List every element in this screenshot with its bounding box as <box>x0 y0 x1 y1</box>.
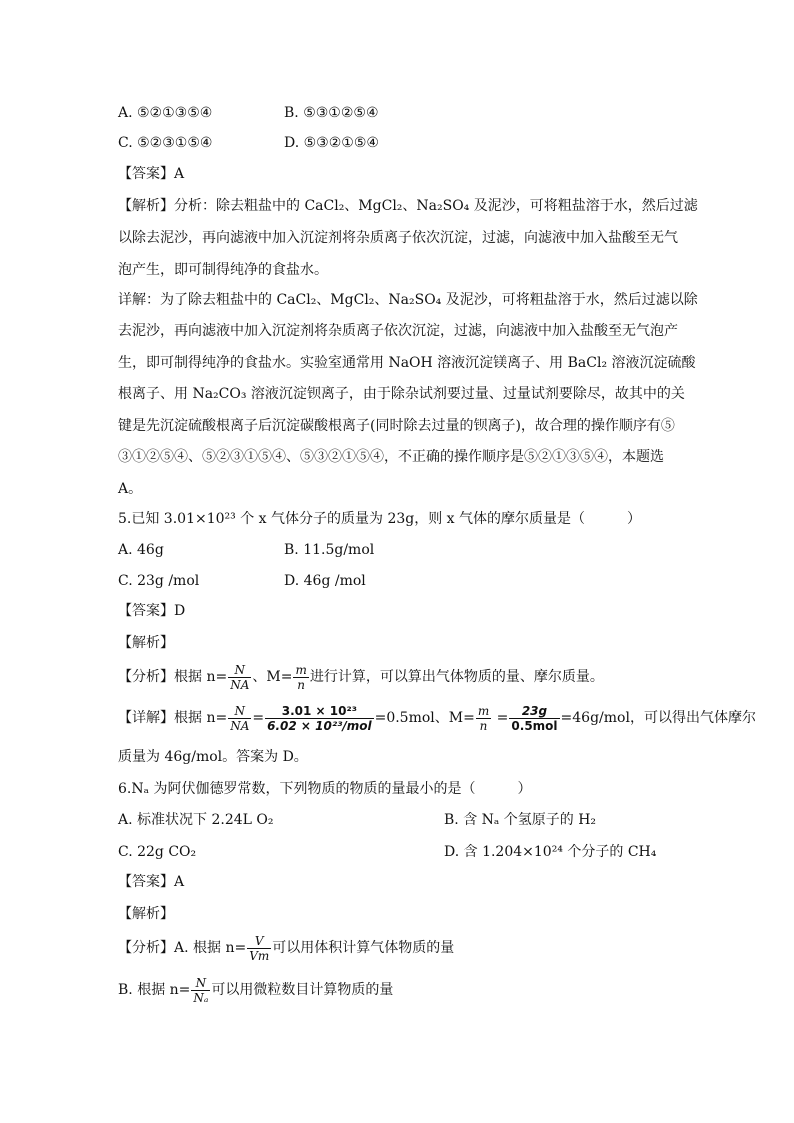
q6-analysis-b-suffix: 可以用微粒数目计算物质的量 <box>211 982 394 998</box>
q4-answer: 【答案】A <box>118 166 185 182</box>
q4-detail-line-5: 键是先沉淀硫酸根离子后沉淀碳酸根离子(同时除去过量的钡离子)，故合理的操作顺序有⑤ <box>118 418 675 434</box>
formula-mass-over-moles <box>509 704 559 733</box>
equals-sign: = <box>492 710 509 726</box>
q6-analysis-b-prefix: B. 根据 n= <box>118 982 191 998</box>
formula-n-over-na <box>191 976 210 1005</box>
q5-jiexi-heading: 【解析】 <box>118 635 174 651</box>
formula-m-over-n <box>476 704 491 733</box>
q4-detail-line-6: ③①②⑤④、⑤②③①⑤④、⑤③②①⑤④，不正确的操作顺序是⑤②①③⑤④，本题选 <box>118 449 664 465</box>
q6-option-d: D. 含 1.204×10²⁴ 个分子的 CH₄ <box>444 844 657 860</box>
q4-option-a: A. ⑤②①③⑤④ <box>118 105 213 121</box>
q4-detail-line-1: 详解：为了除去粗盐中的 CaCl₂、MgCl₂、Na₂SO₄ 及泥沙，可将粗盐溶于水，然后过滤以除 <box>118 292 698 308</box>
fraction-denominator: Nₐ <box>193 990 209 1005</box>
q6-jiexi-heading: 【解析】 <box>118 906 174 922</box>
fraction-numerator: 23g <box>509 704 559 719</box>
fraction-denominator: n <box>479 718 488 733</box>
q6-analysis-a-suffix: 可以用体积计算气体物质的量 <box>272 940 455 956</box>
q4-detail-line-3: 生，即可制得纯净的食盐水。实验室通常用 NaOH 溶液沉淀镁离子、用 BaCl₂ 溶液沉淀硫酸 <box>118 355 696 371</box>
fraction-denominator: NA <box>230 718 250 733</box>
formula-n-over-na <box>228 704 251 733</box>
fraction-denominator: NA <box>230 677 250 692</box>
fraction-denominator: 6.02 × 10²³/mol <box>267 718 372 733</box>
equals-sign: = <box>252 710 265 726</box>
fraction-numerator: V <box>247 934 271 949</box>
fraction-denominator: Vm <box>249 948 270 963</box>
q4-option-b: B. ⑤③①②⑤④ <box>284 105 379 121</box>
q6-analysis-a <box>118 930 454 966</box>
q6-option-c: C. 22g CO₂ <box>118 844 197 860</box>
q4-analysis-line-3: 泡产生，即可制得纯净的食盐水。 <box>118 262 328 278</box>
q6-analysis-b <box>118 972 393 1008</box>
q5-option-a: A. 46g <box>118 542 164 558</box>
formula-m-over-n <box>293 663 308 692</box>
q5-option-d: D. 46g /mol <box>284 573 366 589</box>
formula-n-n-over-na <box>228 663 251 692</box>
fraction-numerator: m <box>295 662 307 677</box>
q5-option-b: B. 11.5g/mol <box>284 542 375 558</box>
fraction-numerator: N <box>228 663 251 678</box>
q5-detail-line-2: 质量为 46g/mol。答案为 D。 <box>118 749 308 765</box>
q5-answer: 【答案】D <box>118 603 186 619</box>
q6-stem: 6.Nₐ 为阿伏伽德罗常数，下列物质的物质的量最小的是（ ） <box>118 781 532 797</box>
q6-option-b: B. 含 Nₐ 个氢原子的 H₂ <box>444 812 597 828</box>
fraction-denominator: n <box>297 677 306 692</box>
q5-analysis-prefix: 【分析】根据 n= <box>118 669 228 685</box>
q4-analysis-line-1: 【解析】分析：除去粗盐中的 CaCl₂、MgCl₂、Na₂SO₄ 及泥沙，可将粗盐溶于水，然后过滤 <box>118 198 698 214</box>
fraction-denominator: 0.5mol <box>511 718 558 733</box>
q4-analysis-line-2: 以除去泥沙，再向滤液中加入沉淀剂将杂质离子依次沉淀，过滤，向滤液中加入盐酸至无气 <box>118 230 678 246</box>
q5-analysis-mid: 、M= <box>252 669 293 685</box>
q5-stem: 5.已知 3.01×10²³ 个 x 气体分子的质量为 23g，则 x 气体的摩尔质量是（ ） <box>118 511 642 527</box>
fraction-numerator: m <box>477 703 490 718</box>
formula-count-over-avogadro <box>265 704 373 733</box>
q5-detail-mid: =0.5mol、M= <box>374 710 475 726</box>
q4-option-c: C. ⑤②③①⑤④ <box>118 135 213 151</box>
q6-analysis-a-prefix: 【分析】A. 根据 n= <box>118 940 247 956</box>
q5-detail <box>118 700 756 736</box>
q4-detail-line-7: A。 <box>118 481 143 497</box>
q5-option-c: C. 23g /mol <box>118 573 200 589</box>
q5-analysis <box>118 661 604 693</box>
q5-detail-prefix: 【详解】根据 n= <box>118 710 228 726</box>
q5-analysis-suffix: 进行计算，可以算出气体物质的量、摩尔质量。 <box>309 669 604 685</box>
q4-option-d: D. ⑤③②①⑤④ <box>284 135 379 151</box>
q6-option-a: A. 标准状况下 2.24L O₂ <box>118 812 274 828</box>
q6-answer: 【答案】A <box>118 874 185 890</box>
fraction-numerator: N <box>191 976 210 991</box>
q5-detail-suffix: =46g/mol，可以得出气体摩尔 <box>560 710 756 726</box>
q4-detail-line-4: 根离子、用 Na₂CO₃ 溶液沉淀钡离子，由于除杂试剂要过量、过量试剂要除尽，故其中的关 <box>118 386 685 402</box>
fraction-numerator: 3.01 × 10²³ <box>265 704 373 719</box>
q4-detail-line-2: 去泥沙，再向滤液中加入沉淀剂将杂质离子依次沉淀，过滤，向滤液中加入盐酸至无气泡产 <box>118 323 678 339</box>
formula-v-over-vm <box>247 934 271 963</box>
fraction-numerator: N <box>228 704 251 719</box>
